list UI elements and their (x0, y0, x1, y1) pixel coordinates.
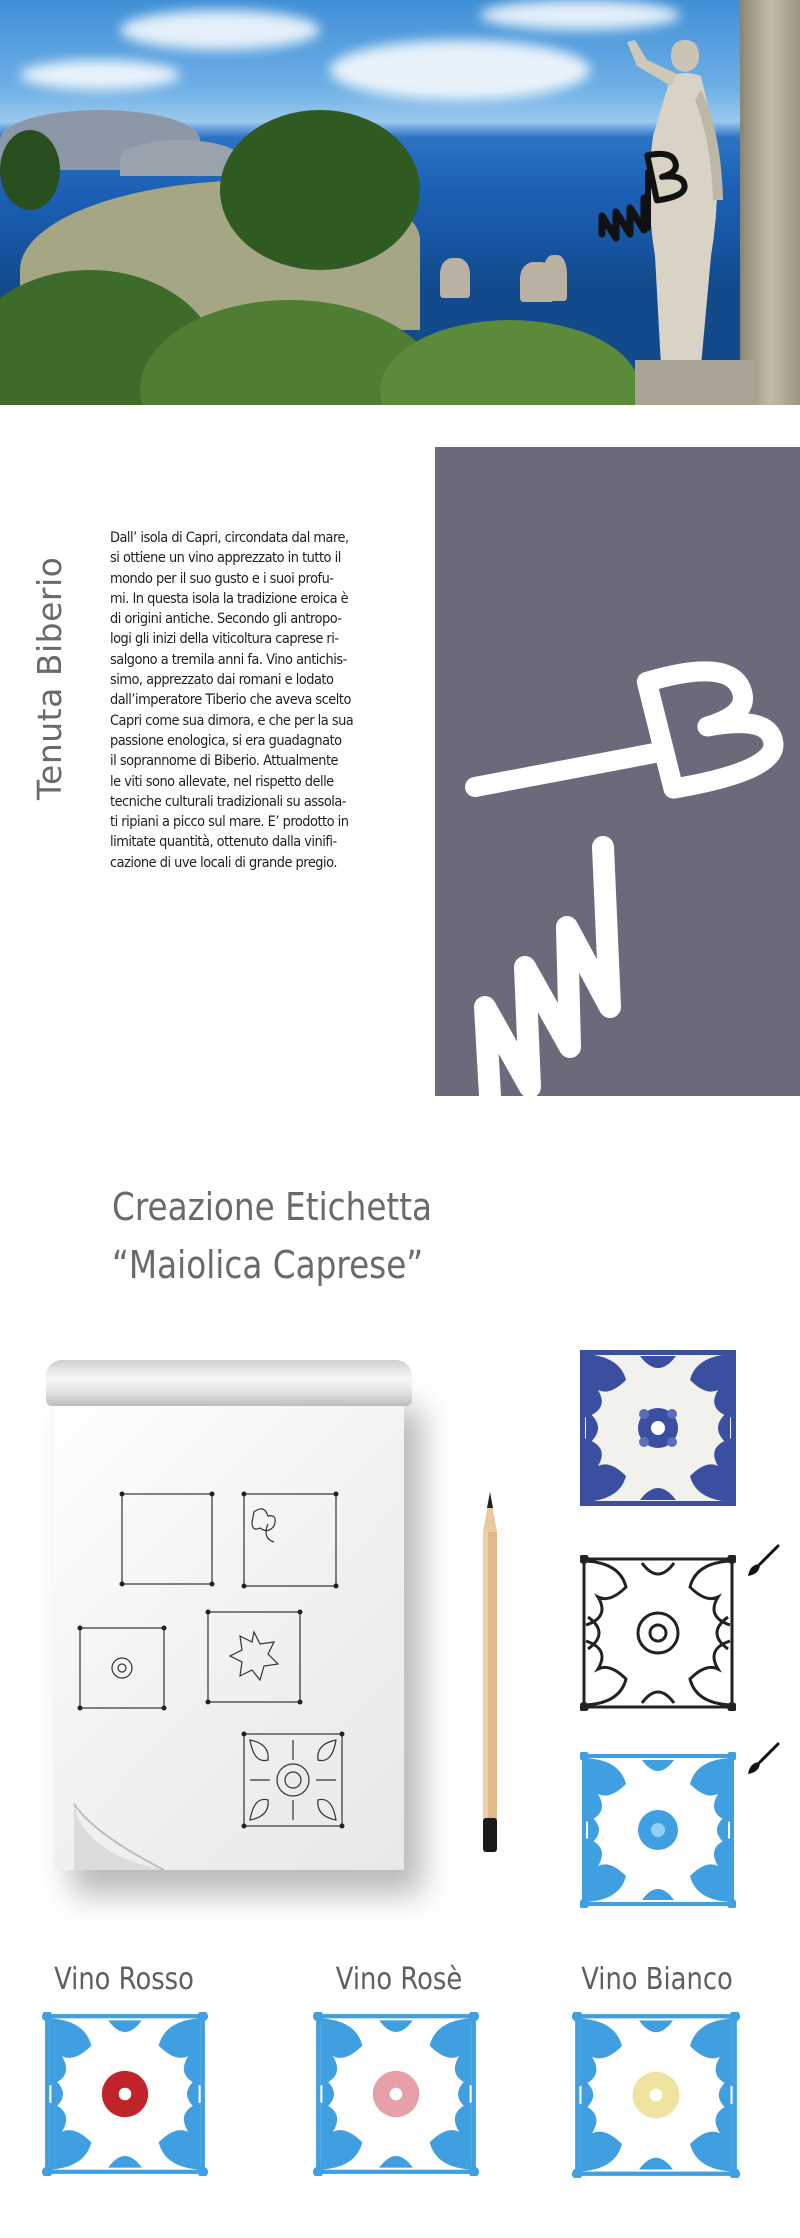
about-paragraph: Dall’ isola di Capri, circondata dal mare, si ottiene un vino apprezzato in tutto il mondo per il suo gusto e i suoi profu- mi. In questa isola la tradizione eroica è di origini antiche. Secondo gli antropo- logi gli inizi della viticoltura caprese ri- salgono a tremila anni fa. Vino antichis- simo, apprezzato dai romani e lodato dall’imperatore Tiberio che aveva scelto Capri come sua dimora, e che per la sua passione enologica, si era guadagnato il soprannome di Biberio. Attualmente le viti sono allevate, nel rispetto delle tecniche culturali tradizionali su assola- ti ripiani a picco sul mare. E’ prodotto in limitate quantità, ottenuto dalla vinifi- cazione di uve locali di grande pregio. (110, 530, 354, 871)
creation-heading-line2: “Maiolica Caprese” (112, 1243, 424, 1287)
brush-icon (746, 1544, 780, 1578)
wine-label-bianco: Vino Bianco (581, 1962, 733, 1997)
tile-vino-bianco (570, 2012, 742, 2178)
logo-mark-icon (596, 142, 688, 257)
tile-vino-rosso (40, 2012, 210, 2176)
logo-large-icon (435, 447, 800, 1096)
tile-vino-rose (310, 2012, 482, 2176)
tile-outline-sketch (580, 1555, 736, 1711)
brand-panel (435, 447, 800, 1096)
section-title-tenuta-biberio: Tenuta Biberio (30, 556, 69, 800)
wine-label-rosso: Vino Rosso (54, 1962, 194, 1997)
brush-icon (746, 1742, 780, 1776)
hero-image-capri (0, 0, 800, 405)
wine-label-rose: Vino Rosè (335, 1962, 463, 1997)
creation-heading (112, 1178, 542, 1294)
sketch-notepad (44, 1360, 424, 1870)
pencil-image (479, 1492, 501, 1852)
creation-heading-line1: Creazione Etichetta (112, 1185, 433, 1229)
tile-painted-dark-blue (580, 1350, 736, 1506)
tile-painted-light-blue (580, 1752, 736, 1908)
